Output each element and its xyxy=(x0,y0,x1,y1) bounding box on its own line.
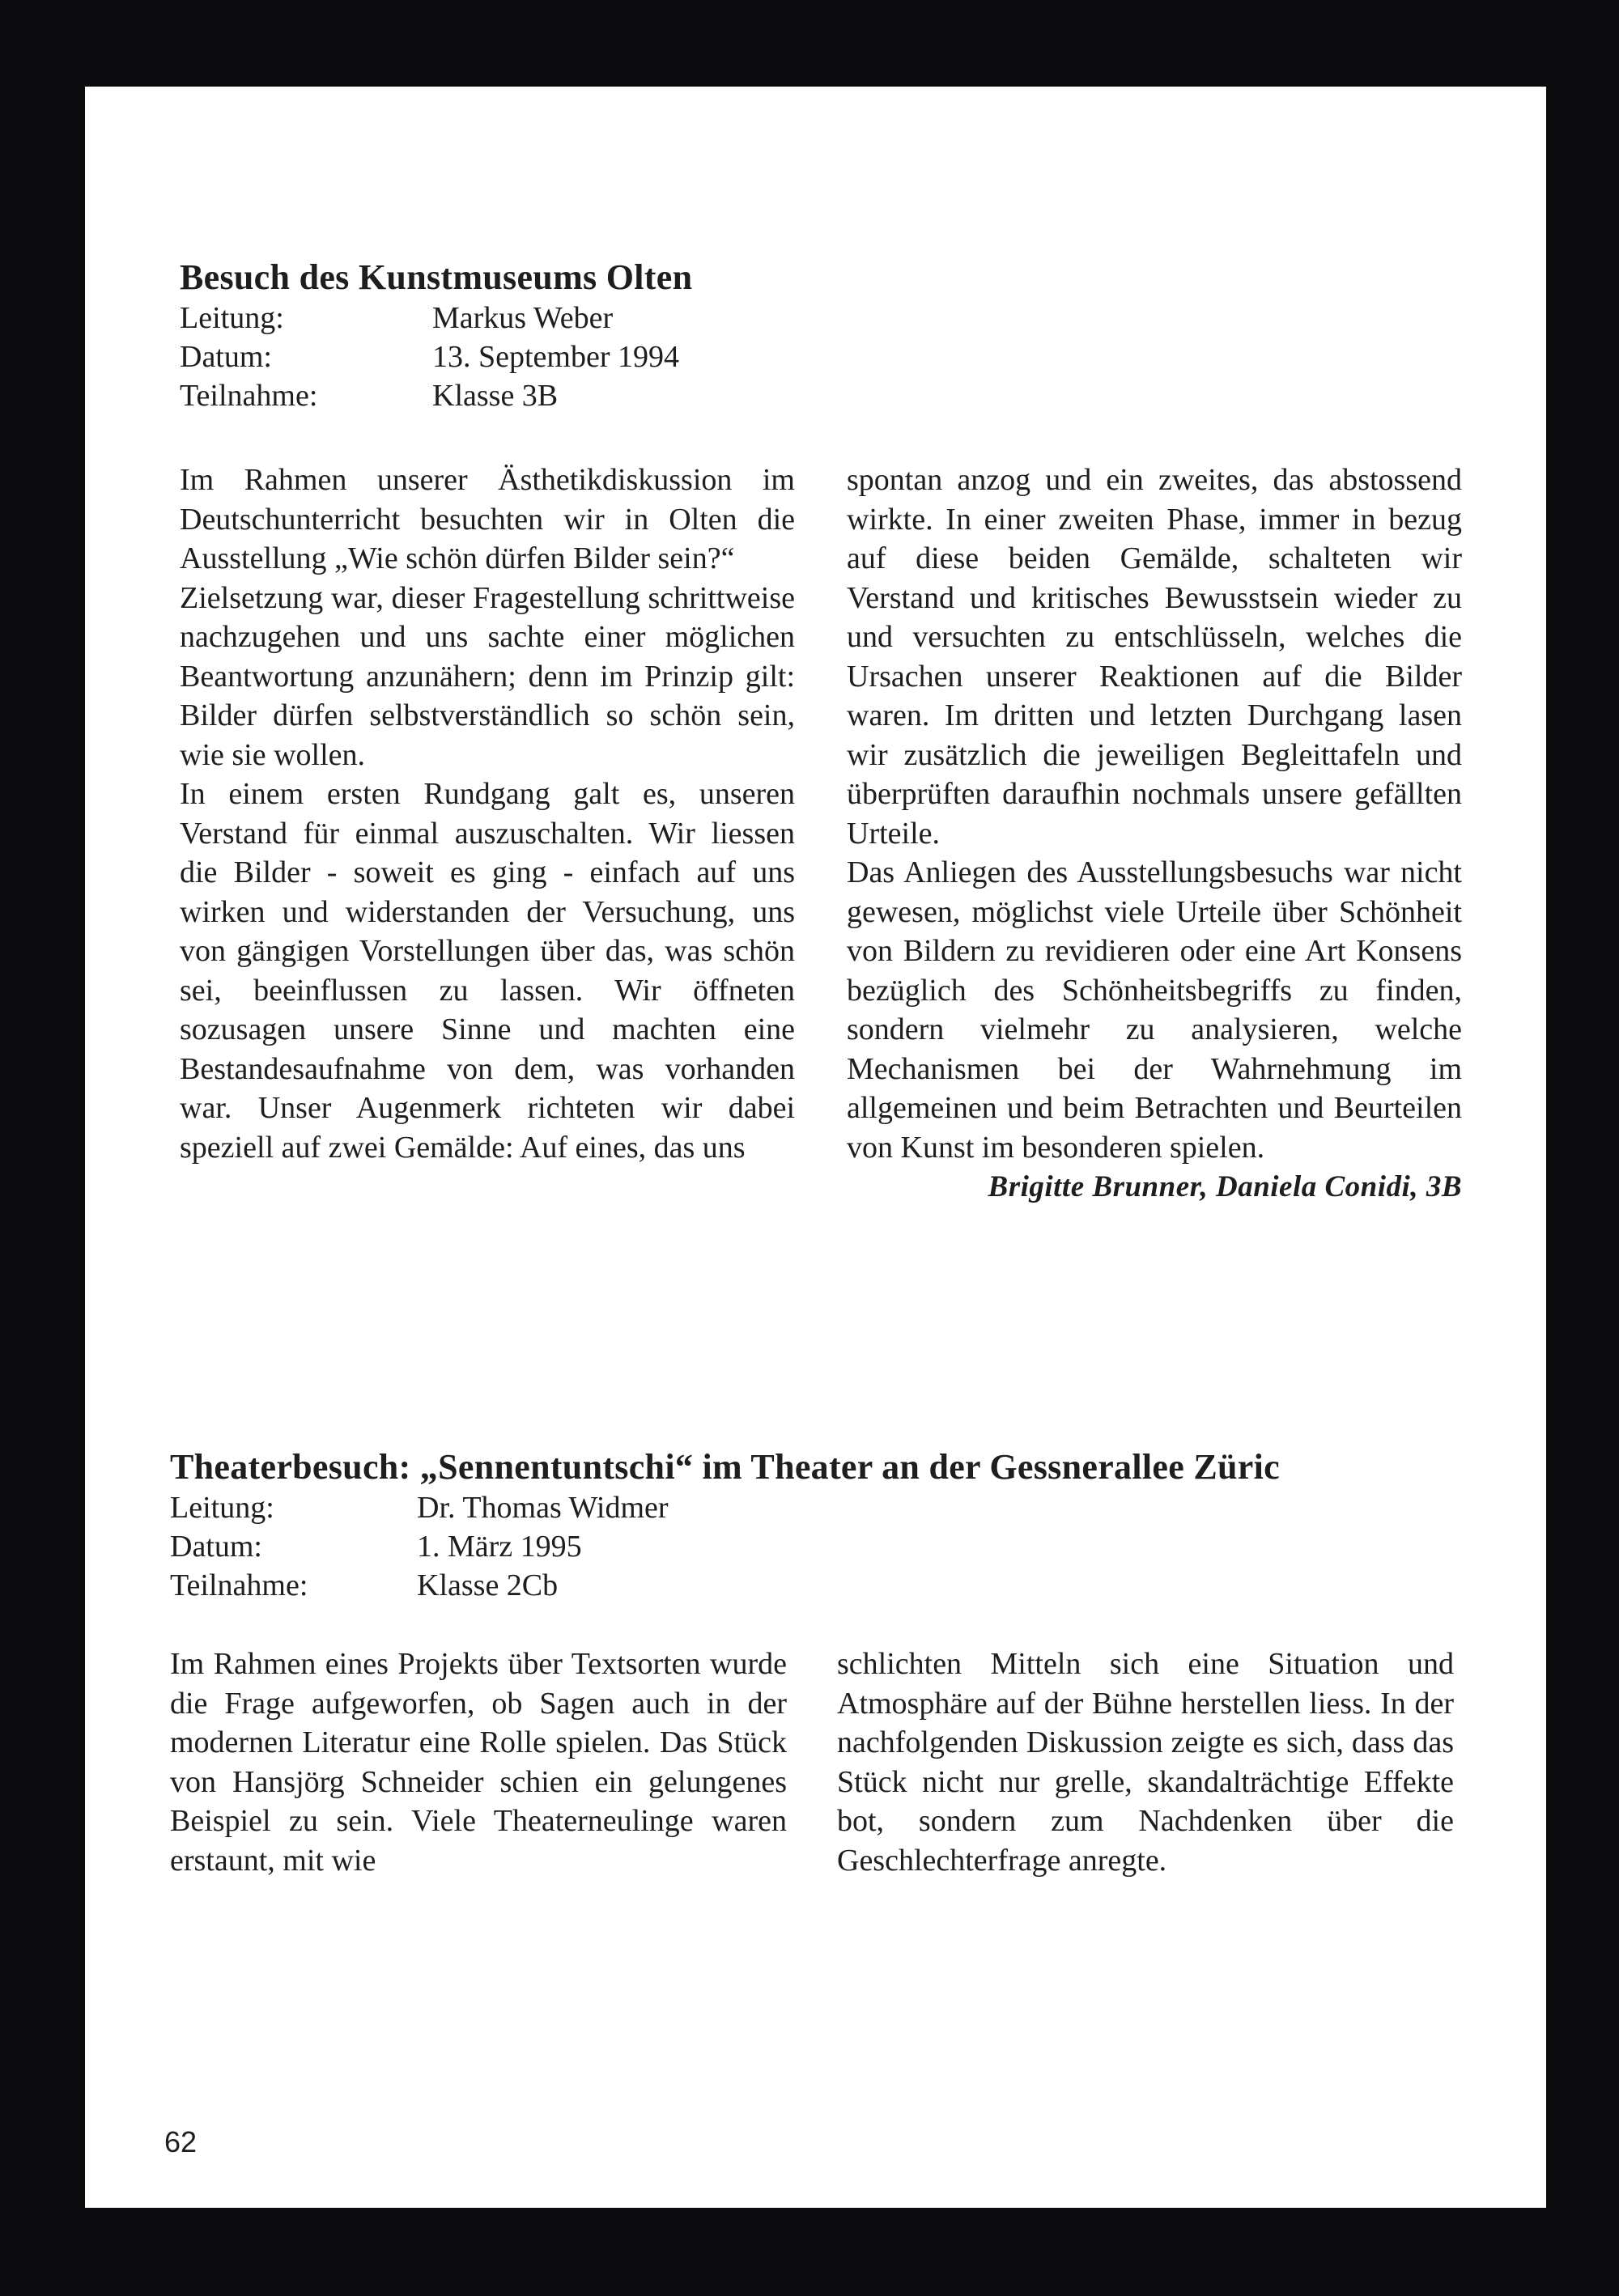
paragraph: schlichten Mitteln sich eine Situation und Atmosphäre auf der Bühne herstellen liess. In der nachfolgenden Diskussion zeigte es sich, dass das Stück nicht nur grelle, skandalträchtige Effekte bot, sondern zum Nachdenken über die Geschlechterfrage anregte. xyxy=(837,1647,1454,1878)
author-signature: Brigitte Brunner, Daniela Conidi, 3B xyxy=(988,1170,1462,1203)
page-number: 62 xyxy=(164,2125,198,2158)
paragraph: Das Anliegen des Ausstellungsbesuchs war nicht gewesen, möglichst viele Urteile über Schönheit von Bildern zu revidieren oder eine Art Konsens bezüglich des Schönheitsbegriffs zu finden, sondern vielmehr zu analysieren, welche Mechanismen bei der Wahrnehmung im allgemeinen und beim Betrachten und Beurteilen von Kunst im besonderen spielen. xyxy=(847,855,1462,1165)
left-column xyxy=(170,1645,787,1880)
meta-value-teilnahme: Klasse 2Cb xyxy=(417,1568,559,1602)
meta-value-leitung: Markus Weber xyxy=(432,301,614,335)
section-meta xyxy=(170,1488,1280,1605)
meta-label-teilnahme: Teilnahme: xyxy=(170,1568,308,1602)
meta-value-leitung: Dr. Thomas Widmer xyxy=(417,1491,669,1525)
section-meta xyxy=(180,299,692,415)
section-theater-body xyxy=(170,1645,1454,1880)
meta-label-datum: Datum: xyxy=(180,340,272,374)
meta-label-datum: Datum: xyxy=(170,1530,262,1564)
paragraph: spontan anzog und ein zweites, das abstossend wirkte. In einer zweiten Phase, immer in bezug auf diese beiden Gemälde, schalteten wir Verstand und kritisches Bewusstsein wieder zu und versuchten zu entschlüsseln, welches die Ursachen unserer Reaktionen auf die Bilder waren. Im dritten und letzten Durchgang lasen wir zusätzlich die jeweiligen Begleittafeln und überprüften daraufhin nochmals unsere gefällten Urteile. xyxy=(847,463,1462,851)
meta-label-leitung: Leitung: xyxy=(180,301,284,335)
section-theater-header xyxy=(170,1446,1280,1605)
right-column xyxy=(837,1645,1454,1880)
paragraph: Im Rahmen unserer Ästhetikdiskussion im Deutschunterricht besuchten wir in Olten die Ausstellung „Wie schön dürfen Bilder sein?“ xyxy=(180,463,795,575)
section-title: Besuch des Kunstmuseums Olten xyxy=(180,257,693,297)
document-page xyxy=(85,87,1546,2208)
section-kunstmuseum-header xyxy=(180,257,692,415)
left-column xyxy=(180,460,795,1207)
paragraph: In einem ersten Rundgang galt es, unseren Verstand für einmal auszuschalten. Wir liessen die Bilder - soweit es ging - einfach auf uns wirken und widerstanden der Versuchung, uns von gängigen Vorstellungen über das, was schön sei, beeinflussen zu lassen. Wir öffneten sozusagen unsere Sinne und machten eine Bestandesaufnahme von dem, was vorhanden war. Unser Augenmerk richteten wir dabei speziell auf zwei Gemälde: Auf eines, das uns xyxy=(180,777,795,1165)
meta-value-datum: 1. März 1995 xyxy=(417,1530,582,1564)
meta-label-teilnahme: Teilnahme: xyxy=(180,379,318,413)
meta-value-datum: 13. September 1994 xyxy=(432,340,680,374)
section-kunstmuseum-body xyxy=(180,460,1462,1207)
paragraph: Zielsetzung war, dieser Fragestellung schrittweise nachzugehen und uns sachte einer möglichen Beantwortung anzunähern; denn im Prinzip gilt: Bilder dürfen selbstverständlich so schön sein, wie sie wollen. xyxy=(180,580,795,772)
meta-label-leitung: Leitung: xyxy=(170,1491,274,1525)
section-title: Theaterbesuch: „Sennentuntschi“ im Theater an der Gessnerallee Züric xyxy=(170,1447,1280,1487)
right-column xyxy=(847,460,1462,1207)
meta-value-teilnahme: Klasse 3B xyxy=(432,379,559,413)
paragraph: Im Rahmen eines Projekts über Textsorten wurde die Frage aufgeworfen, ob Sagen auch in der modernen Literatur eine Rolle spielen. Das Stück von Hansjörg Schneider schien ein gelungenes Beispiel zu sein. Viele Theaterneulinge waren erstaunt, mit wie xyxy=(170,1647,787,1878)
